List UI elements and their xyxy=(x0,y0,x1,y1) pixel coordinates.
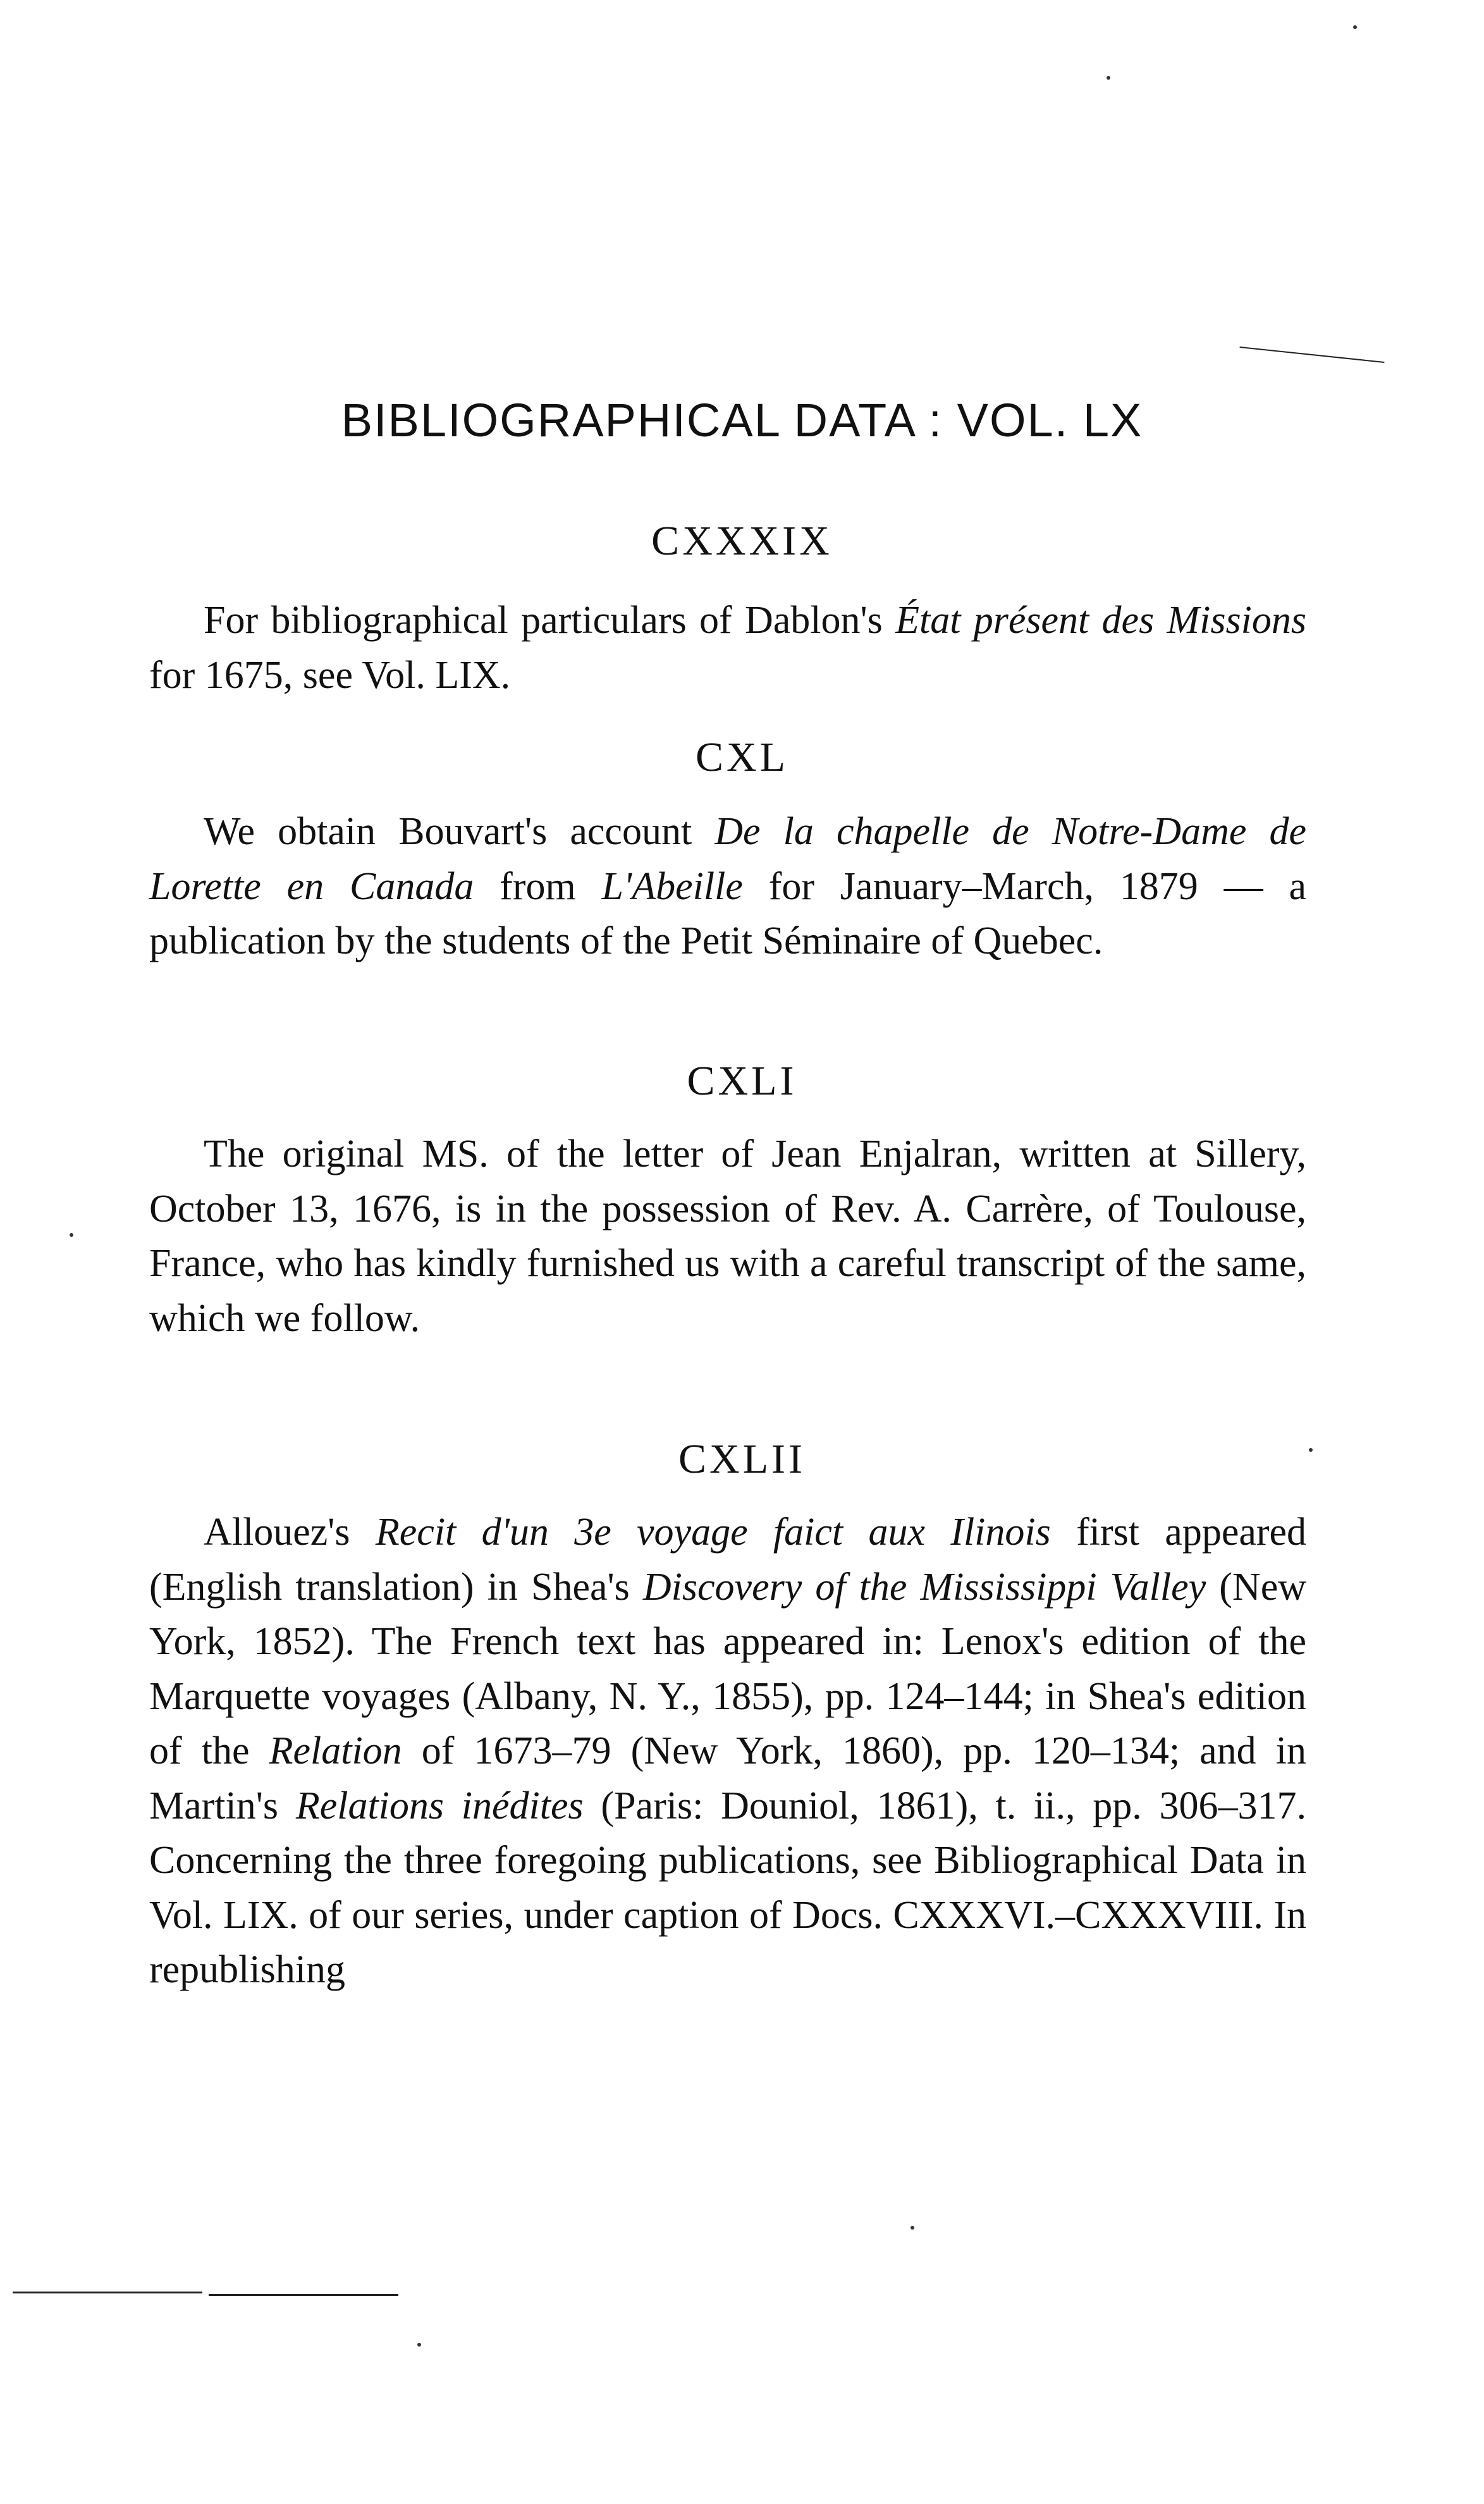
section-text-cxl xyxy=(149,804,1306,969)
italic-title-text: Relation xyxy=(269,1729,402,1772)
body-text: of 1673–79 (New York, 1860), pp. 120–134; and in Martin's xyxy=(149,1729,1307,1827)
body-text: (Paris: Douniol, 1861), t. ii., pp. 306–317. Concerning the three foregoing publications, see Bibliographical Data in Vol. LIX. of our series, under caption of Docs. CXXXVI.–CXXXVIII. In republishing xyxy=(149,1784,1307,1991)
italic-title-text: De la chapelle de Notre-Dame de Lorette en Canada xyxy=(149,810,1306,908)
italic-title-text: État présent des Missions xyxy=(895,599,1306,642)
body-text: We obtain Bouvart's account xyxy=(204,810,715,853)
section-title-cxxxix: CXXXIX xyxy=(651,518,833,564)
scan-artifact-speck xyxy=(70,1233,73,1237)
scan-artifact-rule xyxy=(1240,347,1385,363)
section-title-cxlii: CXLII xyxy=(678,1436,806,1482)
section-text-cxxxix xyxy=(149,593,1306,703)
scan-artifact-speck xyxy=(1309,1448,1313,1452)
scan-artifact-rule xyxy=(209,2294,398,2296)
page-heading: BIBLIOGRAPHICAL DATA : VOL. LX xyxy=(341,394,1143,446)
italic-title-text: L'Abeille xyxy=(601,864,743,908)
section-title-cxli: CXLI xyxy=(687,1058,797,1104)
body-text: for 1675, see Vol. LIX. xyxy=(149,653,511,697)
italic-title-text: Discovery of the Mississippi Valley xyxy=(642,1565,1206,1609)
body-text: first appeared (English translation) in Shea's xyxy=(149,1511,1307,1609)
body-text: from xyxy=(474,864,602,908)
scan-artifact-speck xyxy=(1353,25,1357,29)
body-text: (New York, 1852). The French text has appeared in: Lenox's edition of the Marquette voyages (Albany, N. Y., 1855), pp. 124–144; in Shea's edition of the xyxy=(149,1565,1306,1772)
section-text-cxlii xyxy=(149,1505,1306,1998)
scan-artifact-rule xyxy=(13,2292,202,2293)
body-text: for January–March, 1879 — a publication by the students of the Petit Séminaire of Quebec. xyxy=(149,864,1306,962)
scan-artifact-speck xyxy=(1107,76,1110,80)
body-text: The original MS. of the letter of Jean Enjalran, written at Sillery, October 13, 1676, is in the possession of Rev. A. Carrère, of Toulouse, France, who has kindly furnished us with a careful transcript of the same, which we follow. xyxy=(149,1132,1306,1340)
scan-artifact-speck xyxy=(417,2343,421,2347)
italic-title-text: Recit d'un 3e voyage faict aux Ilinois xyxy=(375,1511,1051,1554)
body-text: For bibliographical particulars of Dablon's xyxy=(204,599,896,642)
italic-title-text: Relations inédites xyxy=(295,1784,584,1827)
scan-artifact-speck xyxy=(911,2226,914,2230)
body-text: Allouez's xyxy=(204,1511,376,1554)
section-title-cxl: CXL xyxy=(696,734,788,780)
section-text-cxli xyxy=(149,1127,1306,1346)
